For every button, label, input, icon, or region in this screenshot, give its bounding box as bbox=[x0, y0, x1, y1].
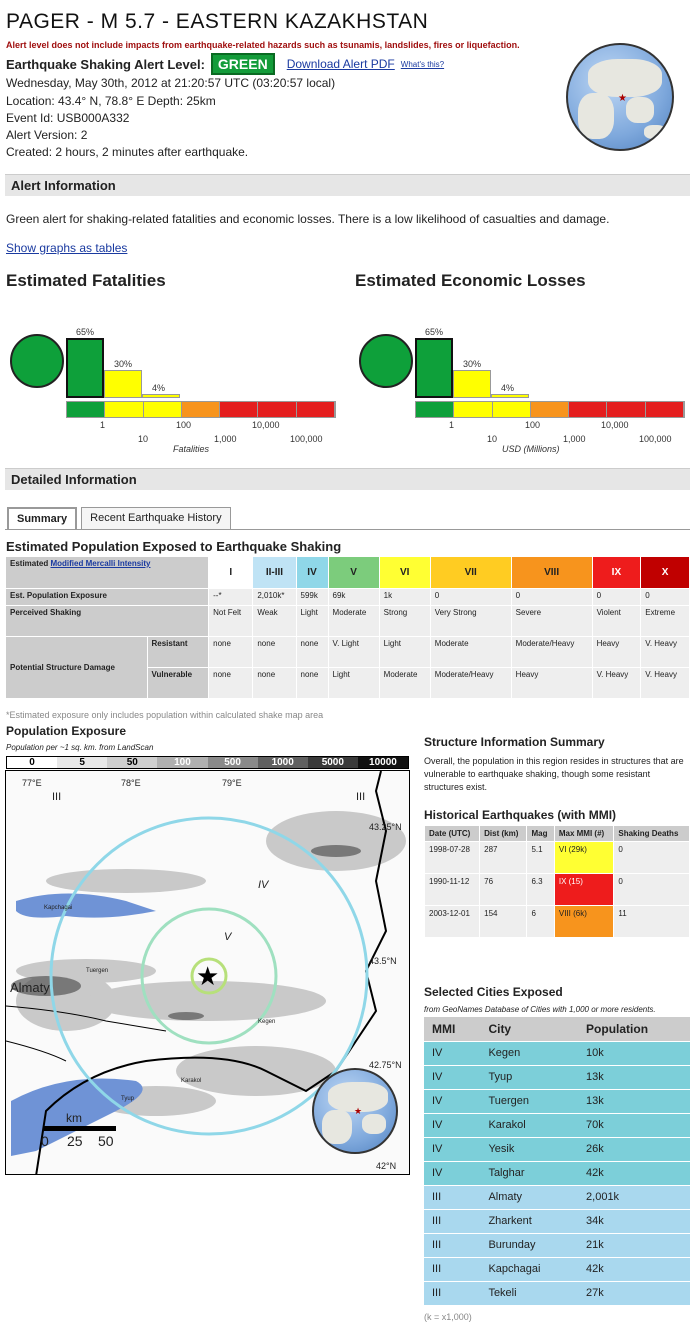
history-row bbox=[425, 842, 690, 874]
fatalities-scale-segment-2 bbox=[144, 402, 182, 417]
history-mmi-1: IX (15) bbox=[554, 874, 614, 906]
vulnerable-damage-value-7: V. Heavy bbox=[592, 668, 641, 699]
city-mmi-2: IV bbox=[424, 1089, 480, 1113]
vulnerable-damage-value-3: Light bbox=[328, 668, 379, 699]
mmi-level-5: VII bbox=[430, 557, 511, 589]
history-header-row bbox=[425, 826, 690, 842]
alert-level-label: Earthquake Shaking Alert Level: bbox=[6, 56, 205, 72]
mmi-ring-label-iii-right: III bbox=[356, 791, 366, 803]
epicenter-star-icon: ★ bbox=[196, 962, 220, 992]
vulnerable-damage-value-5: Moderate/Heavy bbox=[430, 668, 511, 699]
history-row bbox=[425, 874, 690, 906]
historical-earthquakes-table bbox=[424, 825, 690, 938]
losses-scale-segment-1 bbox=[454, 402, 492, 417]
losses-scale-segment-6 bbox=[646, 402, 684, 417]
selected-cities-table bbox=[424, 1017, 690, 1306]
losses-tick-3: 1,000 bbox=[563, 434, 586, 444]
resistant-damage-value-2: none bbox=[296, 637, 328, 668]
structure-info-text: Overall, the population in this region resides in structures that are vulnerable to earthquake shaking, though some resistant structures exist. bbox=[424, 756, 684, 792]
fatalities-tick-3: 1,000 bbox=[214, 434, 237, 444]
perceived-shaking-value-3: Moderate bbox=[328, 606, 379, 637]
history-date-2: 2003-12-01 bbox=[425, 906, 480, 938]
population-exposure-value-8: 0 bbox=[641, 589, 690, 606]
population-exposure-value-6: 0 bbox=[511, 589, 592, 606]
population-legend-2: 50 bbox=[107, 757, 157, 768]
city-mmi-4: IV bbox=[424, 1137, 480, 1161]
population-exposure-label: Est. Population Exposure bbox=[6, 589, 209, 606]
city-mmi-1: IV bbox=[424, 1065, 480, 1089]
history-date-0: 1998-07-28 bbox=[425, 842, 480, 874]
history-dist-0: 287 bbox=[480, 842, 527, 874]
mmi-level-7: IX bbox=[592, 557, 641, 589]
history-deaths-2: 11 bbox=[614, 906, 690, 938]
city-city-6: Almaty bbox=[480, 1185, 578, 1209]
city-row bbox=[424, 1041, 690, 1065]
alert-level-row bbox=[6, 53, 444, 75]
lat-label-43-5: 43.5°N bbox=[369, 956, 397, 966]
losses-scale-segment-4 bbox=[569, 402, 607, 417]
detail-tabs bbox=[7, 507, 231, 529]
city-mmi-10: III bbox=[424, 1281, 480, 1305]
city-pop-4: 26k bbox=[578, 1137, 690, 1161]
city-row bbox=[424, 1161, 690, 1185]
mmi-level-4: VI bbox=[379, 557, 430, 589]
losses-tick-5: 100,000 bbox=[639, 434, 672, 444]
history-mag-2: 6 bbox=[527, 906, 554, 938]
place-karakol: Karakol bbox=[181, 1078, 202, 1084]
history-column-2: Mag bbox=[527, 826, 554, 842]
losses-tick-1: 10 bbox=[487, 434, 498, 444]
resistant-damage-row bbox=[6, 637, 690, 668]
losses-bar-1 bbox=[453, 370, 491, 398]
mmi-ring-label-iv: IV bbox=[258, 879, 269, 891]
mmi-level-8: X bbox=[641, 557, 690, 589]
city-pop-8: 21k bbox=[578, 1233, 690, 1257]
history-column-0: Date (UTC) bbox=[425, 826, 480, 842]
city-city-4: Yesik bbox=[480, 1137, 578, 1161]
whats-this-link[interactable]: What's this? bbox=[400, 59, 445, 69]
mmi-ring-label-v: V bbox=[224, 931, 232, 943]
historical-earthquakes-heading: Historical Earthquakes (with MMI) bbox=[424, 808, 617, 822]
population-legend-4: 500 bbox=[208, 757, 258, 768]
resistant-damage-value-0: none bbox=[209, 637, 253, 668]
perceived-shaking-value-2: Light bbox=[296, 606, 328, 637]
city-city-3: Karakol bbox=[480, 1113, 578, 1137]
perceived-shaking-value-4: Strong bbox=[379, 606, 430, 637]
download-alert-pdf-link[interactable]: Download Alert PDF bbox=[286, 57, 395, 71]
place-kegen: Kegen bbox=[258, 1019, 276, 1025]
mmi-level-2: IV bbox=[296, 557, 328, 589]
history-date-1: 1990-11-12 bbox=[425, 874, 480, 906]
created-time: Created: 2 hours, 2 minutes after earthquake. bbox=[6, 145, 249, 159]
population-exposure-value-2: 599k bbox=[296, 589, 328, 606]
fatalities-scale-segment-3 bbox=[182, 402, 220, 417]
fatalities-axis-label: Fatalities bbox=[173, 444, 210, 454]
economic-losses-chart bbox=[357, 320, 697, 460]
losses-bar-label-1: 30% bbox=[463, 359, 482, 370]
vulnerable-damage-label: Vulnerable bbox=[147, 668, 209, 699]
map-scale-tick-50: 50 bbox=[98, 1133, 114, 1149]
map-scale-unit: km bbox=[66, 1111, 82, 1125]
population-exposure-value-5: 0 bbox=[430, 589, 511, 606]
losses-axis-label: USD (Millions) bbox=[502, 444, 560, 454]
mmi-level-0: I bbox=[209, 557, 253, 589]
fatalities-scale-segment-1 bbox=[105, 402, 143, 417]
vulnerable-damage-value-8: V. Heavy bbox=[641, 668, 690, 699]
losses-scale-segment-2 bbox=[493, 402, 531, 417]
losses-bar-0 bbox=[415, 338, 453, 398]
losses-scale-segment-5 bbox=[607, 402, 645, 417]
population-exposure-value-3: 69k bbox=[328, 589, 379, 606]
structure-info-heading: Structure Information Summary bbox=[424, 735, 605, 749]
city-mmi-7: III bbox=[424, 1209, 480, 1233]
history-dist-1: 76 bbox=[480, 874, 527, 906]
city-city-10: Tekeli bbox=[480, 1281, 578, 1305]
mmi-level-3: V bbox=[328, 557, 379, 589]
mmi-header-cell bbox=[6, 557, 209, 589]
population-exposure-subheading: Population per ~1 sq. km. from LandScan bbox=[6, 743, 154, 752]
cities-column-1: City bbox=[480, 1017, 578, 1041]
losses-tick-2: 100 bbox=[525, 420, 541, 430]
cities-column-0: MMI bbox=[424, 1017, 480, 1041]
globe-locator-map bbox=[566, 43, 674, 151]
losses-tick-0: 1 bbox=[449, 420, 455, 430]
lon-label-78: 78°E bbox=[121, 778, 141, 788]
detailed-information-header: Detailed Information bbox=[5, 468, 690, 490]
map-scale-tick-0: 0 bbox=[41, 1133, 49, 1149]
fatalities-tick-0: 1 bbox=[100, 420, 106, 430]
modified-mercalli-intensity-link[interactable]: Modified Mercalli Intensity bbox=[50, 559, 151, 568]
population-legend-7: 10000 bbox=[358, 757, 408, 768]
vulnerable-damage-value-1: none bbox=[253, 668, 296, 699]
perceived-shaking-value-1: Weak bbox=[253, 606, 296, 637]
show-graphs-as-tables-link[interactable]: Show graphs as tables bbox=[6, 241, 128, 255]
city-row bbox=[424, 1137, 690, 1161]
selected-cities-subheading: from GeoNames Database of Cities with 1,000 or more residents. bbox=[424, 1005, 656, 1014]
history-mag-1: 6.3 bbox=[527, 874, 554, 906]
vulnerable-damage-value-2: none bbox=[296, 668, 328, 699]
cities-footnote: (k = x1,000) bbox=[424, 1312, 472, 1322]
history-column-4: Shaking Deaths bbox=[614, 826, 690, 842]
fatalities-bar-label-1: 30% bbox=[114, 359, 133, 370]
population-exposure-value-0: --* bbox=[209, 589, 253, 606]
city-pop-7: 34k bbox=[578, 1209, 690, 1233]
losses-bar-label-0: 65% bbox=[425, 327, 444, 337]
city-city-9: Kapchagai bbox=[480, 1257, 578, 1281]
city-row bbox=[424, 1113, 690, 1137]
history-deaths-1: 0 bbox=[614, 874, 690, 906]
lat-label-42-75: 42.75°N bbox=[369, 1060, 402, 1070]
city-pop-3: 70k bbox=[578, 1113, 690, 1137]
population-exposure-row bbox=[6, 589, 690, 606]
perceived-shaking-value-6: Severe bbox=[511, 606, 592, 637]
alert-information-text: Green alert for shaking-related fatalities and economic losses. There is a low likelihood of casualties and damage. bbox=[6, 212, 610, 226]
resistant-damage-value-6: Moderate/Heavy bbox=[511, 637, 592, 668]
city-city-7: Zharkent bbox=[480, 1209, 578, 1233]
losses-tick-4: 10,000 bbox=[601, 420, 629, 430]
city-pop-0: 10k bbox=[578, 1041, 690, 1065]
fatalities-scale-segment-5 bbox=[258, 402, 296, 417]
fatalities-scale-segment-4 bbox=[220, 402, 258, 417]
population-legend-1: 5 bbox=[57, 757, 107, 768]
city-city-2: Tuergen bbox=[480, 1089, 578, 1113]
losses-alert-circle bbox=[359, 334, 413, 388]
city-row bbox=[424, 1233, 690, 1257]
losses-bar-2 bbox=[491, 394, 529, 398]
lat-label-43-25: 43.25°N bbox=[369, 822, 402, 832]
epicenter-star-icon: ★ bbox=[618, 93, 627, 104]
population-legend-6: 5000 bbox=[308, 757, 358, 768]
fatalities-alert-circle bbox=[10, 334, 64, 388]
city-pop-2: 13k bbox=[578, 1089, 690, 1113]
city-city-5: Talghar bbox=[480, 1161, 578, 1185]
perceived-shaking-value-7: Violent bbox=[592, 606, 641, 637]
resistant-damage-value-8: V. Heavy bbox=[641, 637, 690, 668]
exposure-heading: Estimated Population Exposed to Earthquake Shaking bbox=[6, 539, 342, 554]
history-row bbox=[425, 906, 690, 938]
exposure-table bbox=[5, 556, 690, 699]
city-pop-5: 42k bbox=[578, 1161, 690, 1185]
fatalities-scale-segment-6 bbox=[297, 402, 335, 417]
city-row bbox=[424, 1185, 690, 1209]
city-row bbox=[424, 1281, 690, 1305]
inset-globe-map bbox=[312, 1068, 398, 1154]
place-kapchagai: Kapchagai bbox=[44, 905, 73, 911]
fatalities-bar-label-0: 65% bbox=[76, 327, 95, 337]
city-mmi-3: IV bbox=[424, 1113, 480, 1137]
city-row bbox=[424, 1089, 690, 1113]
tab-recent-earthquake-history[interactable]: Recent Earthquake History bbox=[81, 507, 230, 529]
perceived-shaking-row bbox=[6, 606, 690, 637]
city-mmi-6: III bbox=[424, 1185, 480, 1209]
history-column-1: Dist (km) bbox=[480, 826, 527, 842]
city-mmi-9: III bbox=[424, 1257, 480, 1281]
fatalities-chart bbox=[8, 320, 348, 460]
city-city-8: Burunday bbox=[480, 1233, 578, 1257]
lat-label-42: 42°N bbox=[376, 1161, 397, 1171]
losses-bar-label-2: 4% bbox=[501, 383, 515, 394]
losses-scale-segment-0 bbox=[416, 402, 454, 417]
city-mmi-0: IV bbox=[424, 1041, 480, 1065]
fatalities-bar-1 bbox=[104, 370, 142, 398]
fatalities-bar-label-2: 4% bbox=[152, 383, 166, 394]
map-scale-tick-25: 25 bbox=[67, 1133, 83, 1149]
fatalities-heading: Estimated Fatalities bbox=[6, 271, 166, 290]
place-tyup: Tyup bbox=[121, 1096, 135, 1102]
history-mag-0: 5.1 bbox=[527, 842, 554, 874]
history-deaths-0: 0 bbox=[614, 842, 690, 874]
population-legend bbox=[6, 756, 409, 769]
resistant-damage-value-1: none bbox=[253, 637, 296, 668]
fatalities-tick-5: 100,000 bbox=[290, 434, 323, 444]
population-exposure-value-4: 1k bbox=[379, 589, 430, 606]
alert-warning: Alert level does not include impacts from earthquake-related hazards such as tsunamis, landslides, fires or liquefaction. bbox=[6, 40, 520, 50]
vulnerable-damage-value-6: Heavy bbox=[511, 668, 592, 699]
mmi-level-1: II-III bbox=[253, 557, 296, 589]
cities-column-2: Population bbox=[578, 1017, 690, 1041]
population-legend-3: 100 bbox=[157, 757, 207, 768]
fatalities-tick-4: 10,000 bbox=[252, 420, 280, 430]
city-row bbox=[424, 1209, 690, 1233]
population-exposure-value-1: 2,010k* bbox=[253, 589, 296, 606]
perceived-shaking-value-8: Extreme bbox=[641, 606, 690, 637]
perceived-shaking-value-0: Not Felt bbox=[209, 606, 253, 637]
tab-summary[interactable]: Summary bbox=[7, 507, 77, 529]
population-exposure-heading: Population Exposure bbox=[6, 724, 127, 738]
city-row bbox=[424, 1257, 690, 1281]
place-tuergen: Tuergen bbox=[86, 968, 109, 974]
city-city-0: Kegen bbox=[480, 1041, 578, 1065]
fatalities-bar-2 bbox=[142, 394, 180, 398]
economic-losses-heading: Estimated Economic Losses bbox=[355, 271, 586, 290]
city-pop-1: 13k bbox=[578, 1065, 690, 1089]
inset-epicenter-star-icon: ★ bbox=[354, 1106, 363, 1116]
exposure-footnote: *Estimated exposure only includes population within calculated shake map area bbox=[6, 710, 324, 720]
population-legend-0: 0 bbox=[7, 757, 57, 768]
page-title: PAGER - M 5.7 - EASTERN KAZAKHSTAN bbox=[6, 10, 429, 33]
city-pop-6: 2,001k bbox=[578, 1185, 690, 1209]
history-column-3: Max MMI (#) bbox=[554, 826, 614, 842]
alert-version: Alert Version: 2 bbox=[6, 128, 88, 142]
mmi-level-6: VIII bbox=[511, 557, 592, 589]
city-mmi-5: IV bbox=[424, 1161, 480, 1185]
resistant-damage-value-3: V. Light bbox=[328, 637, 379, 668]
population-exposure-map[interactable] bbox=[5, 770, 410, 1175]
map-scale-bar bbox=[44, 1126, 116, 1131]
history-mmi-2: VIII (6k) bbox=[554, 906, 614, 938]
city-pop-10: 27k bbox=[578, 1281, 690, 1305]
event-date: Wednesday, May 30th, 2012 at 21:20:57 UTC (03:20:57 local) bbox=[6, 76, 336, 90]
tab-divider bbox=[5, 529, 690, 530]
selected-cities-heading: Selected Cities Exposed bbox=[424, 985, 563, 999]
fatalities-scale-segment-0 bbox=[67, 402, 105, 417]
resistant-damage-value-7: Heavy bbox=[592, 637, 641, 668]
population-legend-5: 1000 bbox=[258, 757, 308, 768]
cities-header-row bbox=[424, 1017, 690, 1041]
city-mmi-8: III bbox=[424, 1233, 480, 1257]
history-mmi-0: VI (29k) bbox=[554, 842, 614, 874]
perceived-shaking-value-5: Very Strong bbox=[430, 606, 511, 637]
city-city-1: Tyup bbox=[480, 1065, 578, 1089]
lon-label-77: 77°E bbox=[22, 778, 42, 788]
city-pop-9: 42k bbox=[578, 1257, 690, 1281]
losses-scale-segment-3 bbox=[531, 402, 569, 417]
resistant-damage-label: Resistant bbox=[147, 637, 209, 668]
city-row bbox=[424, 1065, 690, 1089]
vulnerable-damage-value-4: Moderate bbox=[379, 668, 430, 699]
exposure-header-row bbox=[6, 557, 690, 589]
potential-structure-damage-label: Potential Structure Damage bbox=[6, 637, 148, 699]
fatalities-bar-0 bbox=[66, 338, 104, 398]
resistant-damage-value-5: Moderate bbox=[430, 637, 511, 668]
alert-level-badge: GREEN bbox=[211, 53, 275, 75]
fatalities-tick-1: 10 bbox=[138, 434, 149, 444]
mmi-ring-label-iii-left: III bbox=[52, 791, 62, 803]
alert-information-header: Alert Information bbox=[5, 174, 690, 196]
place-almaty: Almaty bbox=[10, 980, 50, 995]
lon-label-79: 79°E bbox=[222, 778, 242, 788]
history-dist-2: 154 bbox=[480, 906, 527, 938]
event-location: Location: 43.4° N, 78.8° E Depth: 25km bbox=[6, 94, 216, 108]
perceived-shaking-label: Perceived Shaking bbox=[6, 606, 209, 637]
resistant-damage-value-4: Light bbox=[379, 637, 430, 668]
population-exposure-value-7: 0 bbox=[592, 589, 641, 606]
event-id: Event Id: USB000A332 bbox=[6, 111, 130, 125]
fatalities-tick-2: 100 bbox=[176, 420, 192, 430]
mmi-label: Estimated bbox=[10, 559, 51, 568]
vulnerable-damage-value-0: none bbox=[209, 668, 253, 699]
